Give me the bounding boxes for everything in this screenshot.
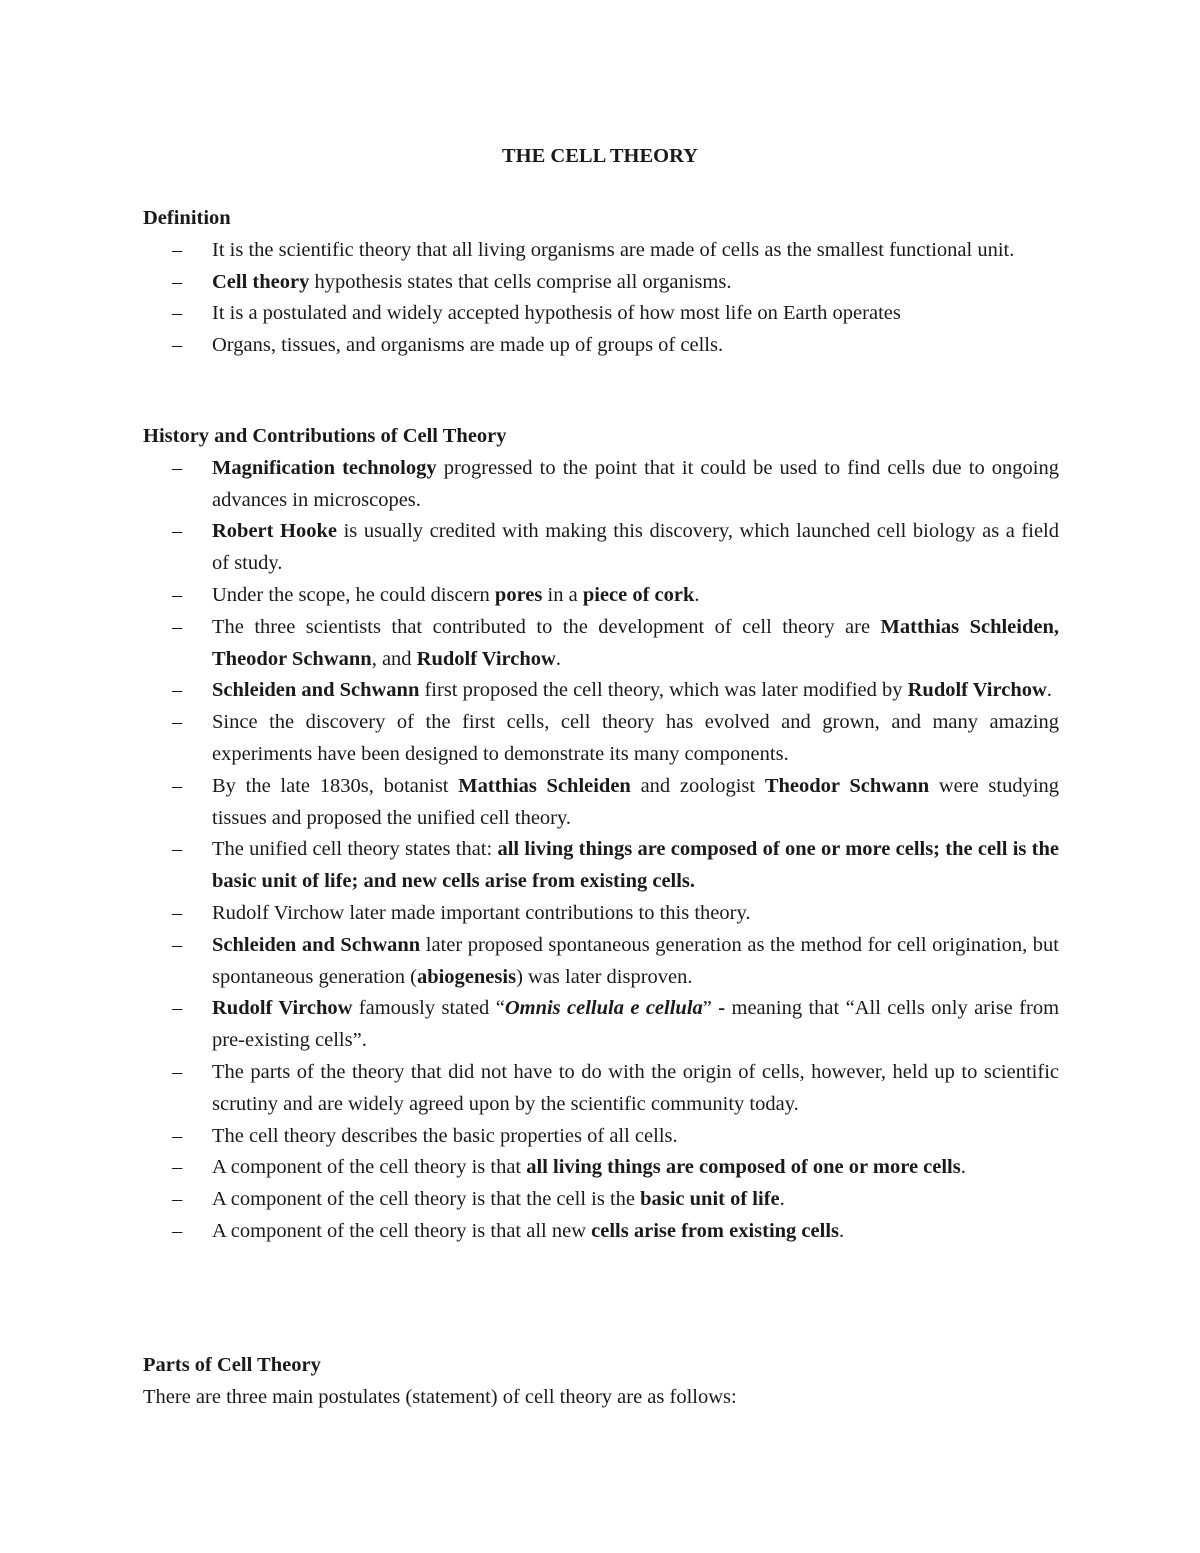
text-run: pores	[494, 583, 543, 606]
text-run: It is the scientific theory that all living organisms are made of cells as the smallest functional unit.	[212, 238, 1015, 261]
list-item	[143, 1216, 1059, 1248]
text-run: all living things are composed of one or more cells	[526, 1156, 961, 1179]
dash-bullet: –	[172, 901, 183, 924]
dash-bullet: –	[172, 583, 183, 606]
text-run: basic unit of life	[640, 1188, 780, 1211]
dash-bullet: –	[172, 1219, 183, 1242]
page-title: THE CELL THEORY	[502, 145, 698, 167]
list-item	[143, 516, 1059, 580]
list-item	[143, 453, 1059, 517]
text-run: The three scientists that contributed to the development of cell theory are	[212, 615, 881, 638]
list-item	[143, 612, 1059, 676]
dash-bullet: –	[172, 334, 183, 357]
list-item	[143, 993, 1059, 1057]
dash-bullet: –	[172, 520, 183, 543]
text-run: .	[694, 583, 700, 606]
dash-bullet: –	[172, 838, 183, 861]
definition-heading: Definition	[143, 207, 231, 229]
text-run: Theodor Schwann	[764, 774, 930, 797]
text-run: Cell theory	[212, 270, 310, 293]
definition-section	[143, 203, 1059, 362]
text-run: A component of the cell theory is that	[212, 1156, 527, 1179]
text-run: first proposed the cell theory, which was later modified by	[419, 679, 908, 702]
text-run: , and	[371, 647, 417, 670]
text-run: ) was later disproven.	[516, 965, 693, 988]
dash-bullet: –	[172, 1060, 183, 1083]
list-item	[143, 330, 1059, 362]
text-run: progressed to the point that it could be used to find cells due to ongoing advances in microscopes.	[212, 456, 1059, 511]
text-run: Under the scope, he could discern	[212, 583, 495, 606]
text-run: famously stated “	[352, 997, 505, 1020]
list-item	[143, 707, 1059, 771]
history-section	[143, 421, 1059, 1248]
text-run: Rudolf Virchow	[212, 997, 353, 1020]
text-run: Schleiden and Schwann	[212, 933, 421, 956]
dash-bullet: –	[172, 679, 183, 702]
parts-intro: There are three main postulates (statement) of cell theory are as follows:	[143, 1385, 737, 1408]
parts-section	[143, 1350, 1059, 1414]
list-item	[143, 298, 1059, 330]
history-heading: History and Contributions of Cell Theory	[143, 425, 507, 447]
text-run: Matthias Schleiden	[458, 774, 631, 797]
dash-bullet: –	[172, 1124, 183, 1147]
list-item	[143, 1184, 1059, 1216]
text-run: .	[779, 1188, 785, 1211]
text-run: Magnification technology	[212, 456, 437, 479]
dash-bullet: –	[172, 711, 183, 734]
text-run: later proposed spontaneous generation as the method for cell origination, but spontaneous generation (	[212, 933, 1059, 988]
dash-bullet: –	[172, 1156, 183, 1179]
text-run: By the late 1830s, botanist	[212, 774, 459, 797]
dash-bullet: –	[172, 997, 183, 1020]
text-run: hypothesis states that cells comprise all organisms.	[309, 270, 732, 293]
parts-heading: Parts of Cell Theory	[143, 1354, 321, 1376]
text-run: Schleiden and Schwann	[212, 679, 420, 702]
text-run: Rudolf Virchow	[416, 647, 556, 670]
list-item	[143, 771, 1059, 835]
list-item	[143, 1152, 1059, 1184]
text-run: The cell theory describes the basic properties of all cells.	[212, 1124, 678, 1147]
list-item	[143, 235, 1059, 267]
list-item	[143, 930, 1059, 994]
text-run: Omnis cellula e cellula	[504, 997, 703, 1020]
text-run: in a	[542, 583, 583, 606]
dash-bullet: –	[172, 270, 183, 293]
text-run: A component of the cell theory is that all new	[212, 1219, 592, 1242]
dash-bullet: –	[172, 302, 183, 325]
text-run: .	[1046, 679, 1052, 702]
text-run: Rudolf Virchow	[907, 679, 1047, 702]
dash-bullet: –	[172, 456, 183, 479]
text-run: were studying tissues and proposed the unified cell theory.	[212, 774, 1060, 829]
dash-bullet: –	[172, 1188, 183, 1211]
list-item	[143, 675, 1059, 707]
history-list	[143, 453, 1059, 1248]
dash-bullet: –	[172, 774, 183, 797]
text-run: -	[718, 997, 726, 1020]
text-run: It is a postulated and widely accepted hypothesis of how most life on Earth operates	[212, 302, 901, 325]
text-run: all living things are composed of one or more cells; the cell is the basic unit of life; and new cells arise from existing cells.	[212, 838, 1059, 893]
text-run: Since the discovery of the first cells, cell theory has evolved and grown, and many amazing experiments have been designed to demonstrate its many components.	[212, 711, 1059, 765]
dash-bullet: –	[172, 933, 183, 956]
dash-bullet: –	[172, 238, 183, 261]
text-run: Rudolf Virchow later made important contributions to this theory.	[212, 901, 751, 924]
list-item	[143, 1057, 1059, 1121]
definition-list	[143, 235, 1059, 362]
text-run: cells arise from existing cells	[591, 1219, 839, 1242]
text-run: .	[960, 1156, 966, 1179]
list-item	[143, 834, 1059, 898]
text-run: abiogenesis	[416, 965, 517, 988]
text-run: The unified cell theory states that:	[212, 838, 498, 861]
text-run: piece of cork	[582, 583, 695, 606]
text-run: .	[555, 647, 561, 670]
text-run: and zoologist	[630, 774, 765, 797]
list-item	[143, 1121, 1059, 1153]
text-run: Matthias Schleiden, Theodor Schwann	[212, 615, 1059, 670]
list-item	[143, 580, 1059, 612]
text-run: is usually credited with making this discovery, which launched cell biology as a field of study.	[212, 520, 1059, 575]
text-run: Organs, tissues, and organisms are made up of groups of cells.	[212, 334, 724, 357]
dash-bullet: –	[172, 615, 183, 638]
list-item	[143, 267, 1059, 299]
text-run: meaning that “All cells only arise from pre-existing cells”.	[212, 997, 1060, 1052]
text-run: .	[839, 1219, 845, 1242]
text-run: A component of the cell theory is that the cell is the	[212, 1188, 641, 1211]
text-run: The parts of the theory that did not have to do with the origin of cells, however, held up to scientific scrutiny and are widely agreed upon by the scientific community today.	[212, 1060, 1059, 1115]
text-run: ”	[702, 997, 719, 1020]
text-run: Robert Hooke	[212, 520, 337, 543]
list-item	[143, 898, 1059, 930]
